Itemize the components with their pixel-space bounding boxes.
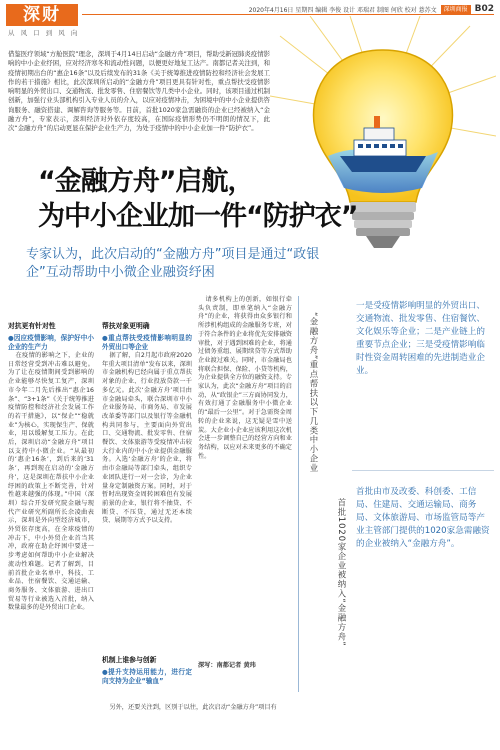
sidebar-separator (352, 470, 494, 471)
main-headline (38, 164, 368, 234)
sidebar-divider (298, 296, 299, 692)
section-subtitle: 从 风 口 到 风 向 (8, 29, 80, 37)
column-1-heading: 对抗更有针对性 (8, 322, 56, 330)
article-column-3 (198, 296, 292, 461)
newspaper-tag: 深圳商报 (441, 5, 471, 14)
column-2-subheading: ●重点帮扶受疫情影响明显的外贸出口等企业 (102, 334, 192, 351)
article-column-2 (102, 322, 192, 526)
column-3-section (102, 656, 192, 686)
issue-meta: 2020年4月16日 星期四 编辑 李俊 设计 邓瑞君 制图 何欣 校对 薏苏文 (248, 6, 437, 14)
sidebar-vertical-title-2: 首批1020家企业被纳入“金融方舟” (337, 498, 347, 647)
column-tail-text: 另外，还要关注到，区别于以往，此次启动“金融方舟”项目有 (109, 704, 277, 711)
headline-subtitle: 专家认为，此次启动的“金融方舟”项目是通过“政银企”互动帮助中小微企业融资纾困 (26, 247, 320, 280)
sidebar-box-2: 首批由市及改委、科创委、工信局、住建局、交通运输局、商务局、文体旅游局、市场监管局等产业主管部门提供的1020家急需融资的企业被纳入“金融方舟”。 (356, 487, 490, 549)
reporter-credit: 深写：南都记者 黄玮 (198, 662, 256, 669)
column-1-subheading: ●因应疫情影响，保护好中小企业的生产力 (8, 334, 94, 351)
column-3-body: 请多机构上的创新，如银行牵头负责制，即单笔纳入“金融方舟”的企业，将获得由众多银行和所涉机构组成的金融服务专班，对于符合条件的企业将优先安排融资审批，对于遇到困难的企业，将通过债务重组、展期续贷等方式帮助企业渡过难关。同时，市金融局也将联合担保、保险、小贷等机构，为企业提供全方位的融资支持。专家认为，此次“金融方舟”项目的启动，从“政银企”三方面协同发力，有效打通了金融服务中小微企业的“最后一公里”。对于急需资金周转的企业来说，这无疑是雪中送炭。大企业小企业应该利用这次机会进一步调整自己的经营方向和业务结构，以应对未来更多的不确定性。 (198, 296, 292, 460)
lead-paragraph: 借鉴医疗领域“方舱医院”理念，深圳于4月14日启动“金融方舟”项目，帮助受新冠肺炎疫情影响的中小企业纾困，应对经济寒冬和流动性问题，以便更好地复工达产。南都记者关注到，和疫情初期出台的“惠企16条”以及后续发布的31条《关于统筹推进疫情防控和经济社会发展工作的若干措施》相比，此次深圳所启动的“金融方舟”项目更具有针对性，重点帮扶受疫情影响明显的外贸出口、交通物流、批发零售、住宿餐饮等几类中小企业。同时，该项目通过机制创新，加强行业头部机构引入专业人员的介入，以应对疫情冲击，为困境中的中小企业提供咨询服务、融资搭建、调解咨询等服务等。目前，首批1020家急需融资的企业已经被纳入“金融方舟”，专家表示，深圳经济对外依存度较高，在国际疫情形势仍不明朗的情况下，此次“金融方舟”的启动更显在保护企业生产力，为处于疫情中的中小企业加一件“防护衣”。 (8, 50, 271, 133)
column-3-subheading: ●提升支持运用能力，进行定向支持为企业“输血” (102, 668, 192, 685)
column-2-heading: 帮扶对象更明确 (102, 322, 150, 330)
column-tail (102, 704, 292, 713)
section-title: 深财 (6, 4, 78, 26)
column-3-heading: 机制上谁参与创新 (102, 656, 157, 664)
masthead-meta-bar (249, 4, 494, 14)
sidebar-box-1: 一是受疫情影响明显的外贸出口、交通物流、批发零售、住宿餐饮、文化娱乐等企业；二是产业链上的重要节点企业；三是受疫情影响临时性资金周转困难的先进制造业企业。 (356, 301, 485, 376)
column-1-body: 在疫情的影响之下，企业的日常经营受到冲击难以避免。为了让在疫情期间受到影响的企业能够尽快复工复产，深圳市今年二月先后推出“惠企16条”、“3+1条”《关于统筹推进疫情防控和经济社会发展工作的若干措施》，以“保企”“稳就业”为核心，实现保生产、保就业，用以缓解复工压力。在此后，深圳启动“金融方舟”项目以支持中小微企业。“从最初的‘惠企16条’，到后来的‘31条’，再到现在启动的‘金融方舟’，这是深圳在帮扶中小企业纾困的政策上不断完善，针对性越来越强的体现。”中国（深圳）综合开发研究院金融与现代产业研究所副所长余凌曲表示，深圳是外向型经济城市，外贸依存度高，在全球疫情的冲击下，中小外贸企业首当其冲，政府在助企纾困中要进一步考虑如何帮助中小企业解决流动性难题。记者了解到，目前首批企业名单中，科技、工业品、住宿餐饮、交通运输、商务服务、文体旅游、进出口贸易等行业被选入首批，纳入数量最多的是外贸出口企业。 (8, 352, 94, 612)
headline-line-2: 为中小企业加一件“防护衣” (38, 201, 358, 232)
headline-line-1: “金融方舟”启航， (38, 166, 254, 197)
column-2-body: 据了解，自2月起市政府2020年重大项目清单“发布以来，深圳市金融机构已经向属于重点帮扶对象的企业、行业投放贷款一千多亿元。此次‘金融方舟’项目由市金融局牵头，联合深圳市中小企业服务局、市商务局、市发展改革委等部门以及银行等金融机构共同参与，主要面向外贸出口、交通物流、批发零售、住宿餐饮、文体旅游等受疫情冲击较大行业内的中小企业提供金融服务。入选‘金融方舟’的企业，将由市金融局等部门牵头，组织专业团队进行一对一会诊，为企业量身定制融资方案。同时，对于暂时出现资金周转困难但有发展前景的企业，银行将不抽贷、不断贷、不压贷，通过无还本续贷、展期等方式予以支持。 (102, 352, 192, 525)
article-column-1 (8, 322, 94, 613)
page-number: B02 (474, 4, 494, 14)
sidebar-vertical-title-1: “金融方舟”重点帮扶以下几类中小企业 (309, 312, 319, 473)
masthead-rule (82, 14, 494, 15)
